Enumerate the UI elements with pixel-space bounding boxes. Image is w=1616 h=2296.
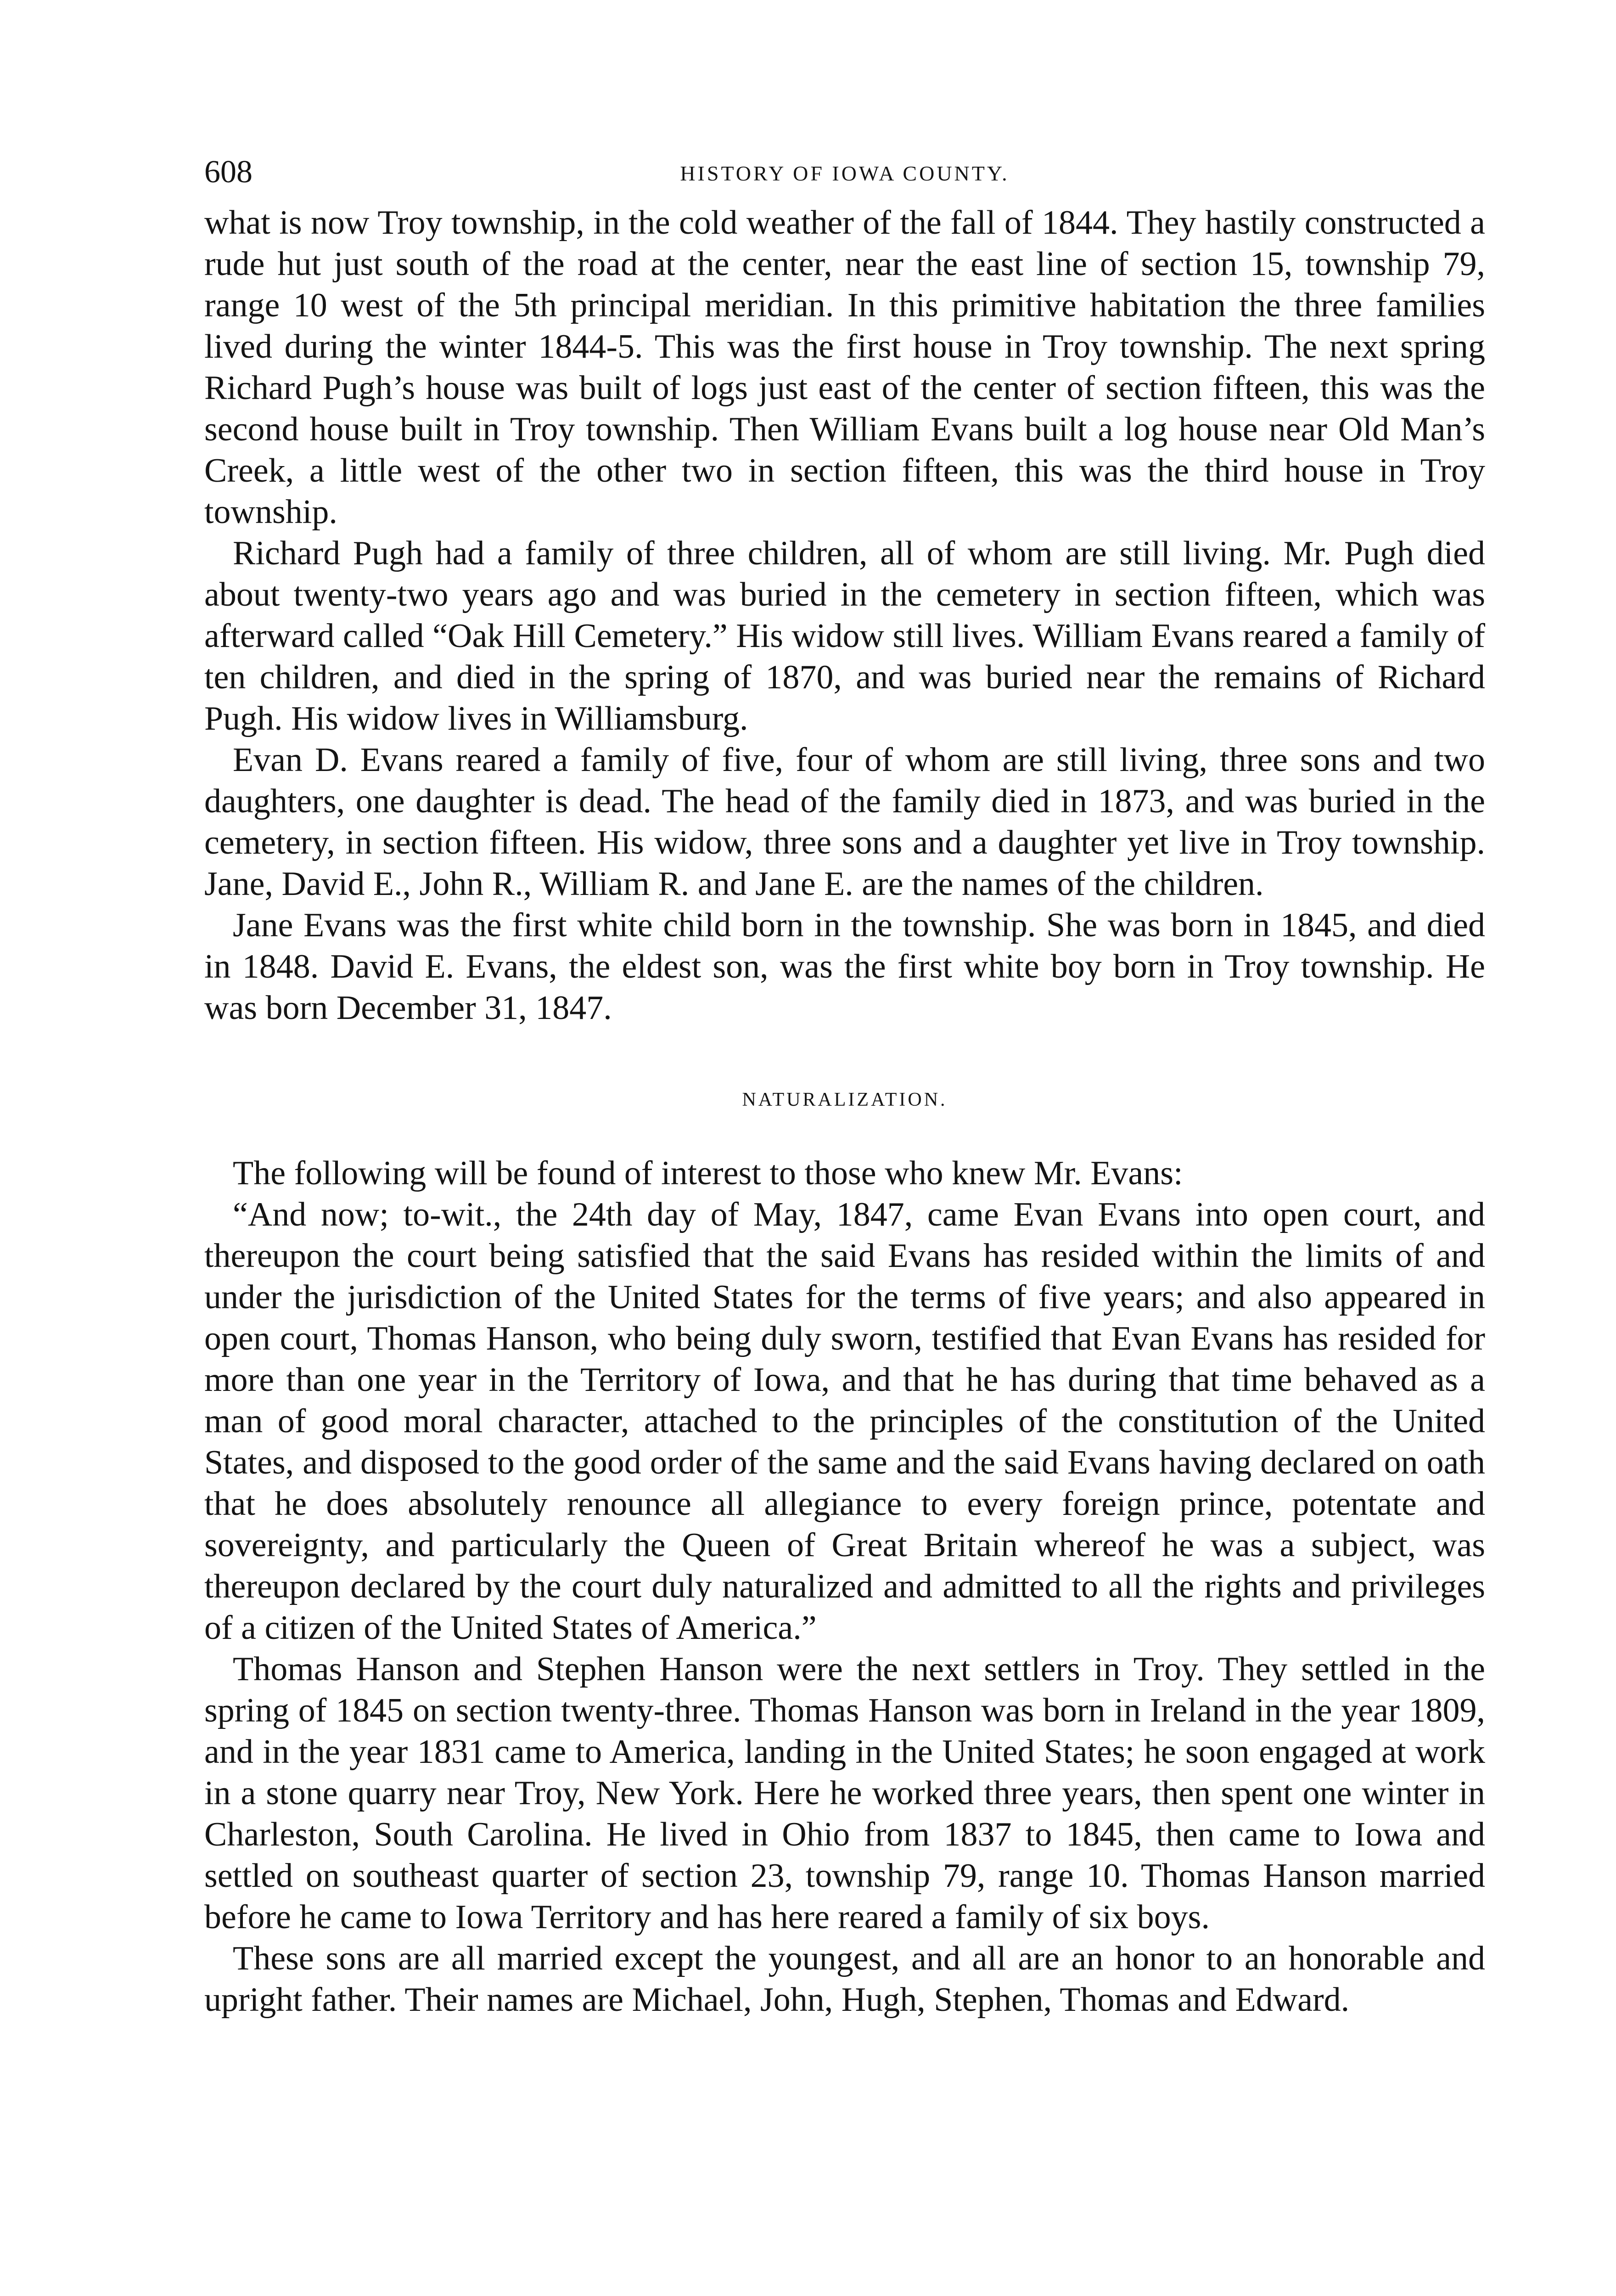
paragraph: The following will be found of interest to those who knew Mr. Evans: [233,1154,1183,1192]
paragraph: These sons are all married except the youngest, and all are an honor to an honorable and upright father. Their names are Michael, John, Hugh, Stephen, Thomas and Edward. [204,1940,1485,2019]
main-text [204,202,1485,2020]
section-heading: NATURALIZATION. [742,1089,948,1110]
paragraph: Thomas Hanson and Stephen Hanson were the next settlers in Troy. They settled in the spring of 1845 on section twenty-three. Thomas Hanson was born in Ireland in the year 1809, and in the year 1831 came to America, landing in the United States; he soon engaged at work in a stone quarry near Troy, New York. Here he worked three years, then spent one winter in Charleston, South Carolina. He lived in Ohio from 1837 to 1845, then came to Iowa and settled on southeast quarter of section 23, township 79, range 10. Thomas Hanson married before he came to Iowa Territory and has here reared a family of six boys. [204,1650,1485,1936]
page-header [204,152,1485,202]
paragraph: Richard Pugh had a family of three children, all of whom are still living. Mr. Pugh died about twenty-two years ago and was buried in the cemetery in section fifteen, which was afterward called “Oak Hill Cemetery.” His widow still lives. William Evans reared a family of ten children, and died in the spring of 1870, and was buried near the remains of Richard Pugh. His widow lives in Williamsburg. [204,535,1485,737]
running-title: HISTORY OF IOWA COUNTY. [680,162,1010,185]
paragraph-continuation: what is now Troy township, in the cold weather of the fall of 1844. They hastily constructed a rude hut just south of the road at the center, near the east line of section 15, township 79, range 10 west of the 5th principal meridian. In this primitive habitation the three families lived during the winter 1844-5. This was the first house in Troy township. The next spring Richard Pugh’s house was built of logs just east of the center of section fifteen, this was the second house built in Troy township. Then William Evans built a log house near Old Man’s Creek, a little west of the other two in section fifteen, this was the third house in Troy township. [204,204,1485,531]
paragraph: Evan D. Evans reared a family of five, four of whom are still living, three sons and two daughters, one daughter is dead. The head of the family died in 1873, and was buried in the cemetery, in section fifteen. His widow, three sons and a daughter yet live in Troy township. Jane, David E., John R., William R. and Jane E. are the names of the children. [204,741,1485,903]
book-page [204,152,1485,2020]
quoted-record: “And now; to-wit., the 24th day of May, 1847, came Evan Evans into open court, and thereupon the court being satisfied that the said Evans has resided within the limits of and under the jurisdiction of the United States for the terms of five years; and also appeared in open court, Thomas Hanson, who being duly sworn, testified that Evan Evans has resided for more than one year in the Territory of Iowa, and that he has during that time behaved as a man of good moral character, attached to the principles of the constitution of the United States, and disposed to the good order of the same and the said Evans having declared on oath that he does absolutely renounce all allegiance to every foreign prince, potentate and sovereignty, and particularly the Queen of Great Britain whereof he was a subject, was thereupon declared by the court duly naturalized and admitted to all the rights and privileges of a citizen of the United States of America.” [204,1196,1485,1647]
paragraph: Jane Evans was the first white child born in the township. She was born in 1845, and died in 1848. David E. Evans, the eldest son, was the first white boy born in Troy township. He was born December 31, 1847. [204,906,1485,1027]
page-number: 608 [204,154,252,190]
